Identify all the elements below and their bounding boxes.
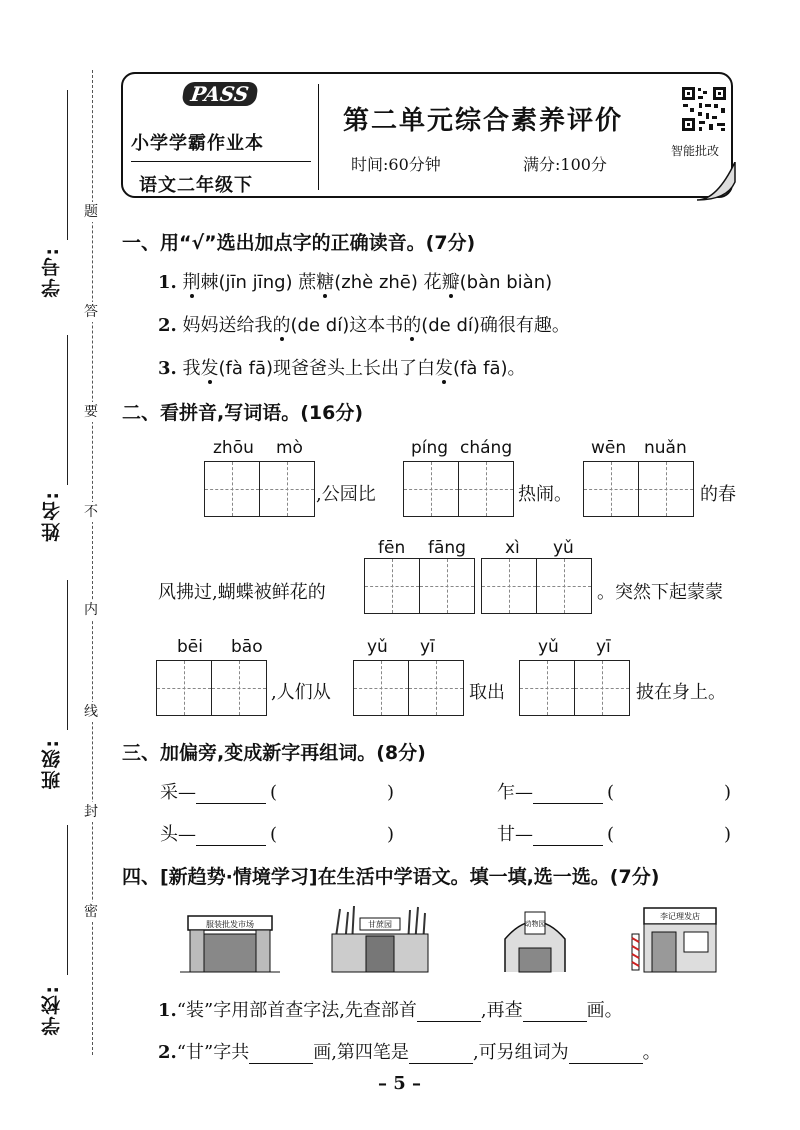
qr-label: 智能批改 xyxy=(671,144,720,158)
writing-grid[interactable] xyxy=(353,660,462,716)
writing-grid[interactable] xyxy=(403,461,512,517)
radical-item xyxy=(160,820,394,846)
section2-title: 二、看拼音,写词语。(16分) xyxy=(122,402,364,424)
sign-text: 李记理发店 xyxy=(660,912,700,921)
sentence-text: 热闹。 xyxy=(518,484,572,505)
dotted-char: 荆 xyxy=(182,272,201,293)
answer-blank[interactable] xyxy=(249,1046,313,1064)
text: “甘”字共 xyxy=(176,1042,250,1063)
name-label: 姓名: xyxy=(41,490,63,542)
pinyin-choice[interactable]: (de dí)这本书 xyxy=(290,315,404,336)
time-info: 时间:60分钟 xyxy=(351,155,441,174)
barbershop-illustration xyxy=(628,904,720,974)
sign-text: 甘蔗园 xyxy=(368,920,392,929)
pinyin: mò xyxy=(276,438,303,458)
binding-char: 不 xyxy=(84,504,98,520)
sentence-text: 取出 xyxy=(469,682,505,703)
answer-blank[interactable] xyxy=(417,1004,481,1022)
brand-divider xyxy=(131,161,311,162)
paren: ) xyxy=(387,782,395,803)
pinyin: bāo xyxy=(231,637,263,657)
s1-question3 xyxy=(158,354,526,380)
dotted-char: 糖 xyxy=(316,272,335,293)
pinyin: yǔ xyxy=(538,637,559,657)
sentence-text: ,公园比 xyxy=(316,484,376,505)
zoo-illustration xyxy=(495,904,575,974)
answer-blank[interactable] xyxy=(569,1046,643,1064)
char: 棘 xyxy=(200,272,219,293)
class-field[interactable] xyxy=(67,580,68,730)
pinyin: fēn xyxy=(378,538,406,558)
pinyin: píng xyxy=(411,438,449,458)
school-field[interactable] xyxy=(67,825,68,975)
s1-question1 xyxy=(158,268,552,294)
page-title: 第二单元综合素养评价 xyxy=(343,106,624,136)
paren: ( xyxy=(607,782,615,803)
pinyin-choice[interactable]: (zhè zhē) xyxy=(334,272,424,293)
binding-char: 密 xyxy=(84,904,98,920)
paren: ) xyxy=(724,824,732,845)
pinyin-choice[interactable]: (fà fā)。 xyxy=(453,358,526,379)
text: 画,第四笔是 xyxy=(313,1042,409,1063)
name-field[interactable] xyxy=(67,335,68,485)
pinyin: yī xyxy=(596,637,611,657)
pinyin-choice[interactable]: (jīn jīng) xyxy=(218,272,299,293)
pinyin-choice[interactable]: (bàn biàn) xyxy=(459,272,553,293)
header-divider xyxy=(318,84,319,190)
section3-title: 三、加偏旁,变成新字再组词。(8分) xyxy=(122,742,426,764)
answer-blank[interactable] xyxy=(533,828,603,846)
radical-item xyxy=(497,820,731,846)
brand-line2: 语文二年级下 xyxy=(139,175,253,196)
sentence-text: 的春 xyxy=(700,484,736,505)
binding-char: 答 xyxy=(84,304,98,320)
dotted-char: 的 xyxy=(272,315,291,336)
class-label: 班级: xyxy=(41,738,63,790)
school-label: 学校: xyxy=(41,984,63,1036)
binding-char: 封 xyxy=(84,804,98,820)
score-info: 满分:100分 xyxy=(523,155,607,174)
answer-blank[interactable] xyxy=(196,828,266,846)
pinyin: wēn xyxy=(591,438,627,458)
answer-blank[interactable] xyxy=(533,786,603,804)
binding-char: 内 xyxy=(84,602,98,618)
sentence-text: ,人们从 xyxy=(271,682,331,703)
dotted-char: 的 xyxy=(403,315,422,336)
binding-char: 题 xyxy=(84,204,98,220)
s1-question2 xyxy=(158,311,570,337)
clothing-market-illustration xyxy=(180,904,280,974)
writing-grid[interactable] xyxy=(156,660,265,716)
dash: — xyxy=(178,824,196,845)
answer-blank[interactable] xyxy=(523,1004,587,1022)
text: 。 xyxy=(642,1042,661,1063)
qr-code-icon[interactable] xyxy=(681,86,727,132)
writing-grid[interactable] xyxy=(481,558,590,614)
sign-text: 服装批发市场 xyxy=(206,920,254,929)
dotted-char: 发 xyxy=(200,358,219,379)
paren: ( xyxy=(607,824,615,845)
paren: ( xyxy=(270,824,278,845)
pinyin: yī xyxy=(420,637,435,657)
writing-grid[interactable] xyxy=(583,461,692,517)
base-char: 甘 xyxy=(497,824,515,845)
text: 妈妈送给我 xyxy=(182,315,273,336)
radical-item xyxy=(160,778,394,804)
text: ,可另组词为 xyxy=(472,1042,569,1063)
writing-grid[interactable] xyxy=(519,660,628,716)
writing-grid[interactable] xyxy=(364,558,473,614)
paren: ( xyxy=(270,782,278,803)
answer-blank[interactable] xyxy=(409,1046,473,1064)
char: 花 xyxy=(423,272,442,293)
text: ,再查 xyxy=(480,1000,523,1021)
pinyin: cháng xyxy=(460,438,513,458)
binding-char: 要 xyxy=(84,404,98,420)
s1-q3-num: 3. xyxy=(158,358,177,379)
dotted-char: 瓣 xyxy=(441,272,460,293)
base-char: 乍 xyxy=(497,782,515,803)
text: 画。 xyxy=(586,1000,623,1021)
base-char: 采 xyxy=(160,782,178,803)
s1-q2-num: 2. xyxy=(158,315,177,336)
pinyin: yǔ xyxy=(367,637,388,657)
s4-q2-num: 2. xyxy=(158,1042,177,1063)
paren: ) xyxy=(724,782,732,803)
pinyin: nuǎn xyxy=(644,438,687,458)
s4-q1-num: 1. xyxy=(158,1000,177,1021)
char: 蔗 xyxy=(298,272,317,293)
section1-title: 一、用“√”选出加点字的正确读音。(7分) xyxy=(122,232,476,254)
s1-q1-num: 1. xyxy=(158,272,177,293)
binding-char: 线 xyxy=(84,704,98,720)
brand-line1: 小学学霸作业本 xyxy=(131,133,264,154)
page-number: – 5 – xyxy=(378,1073,422,1094)
dash: — xyxy=(515,782,533,803)
radical-item xyxy=(497,778,731,804)
pinyin: zhōu xyxy=(213,438,254,458)
header-box xyxy=(121,72,733,198)
writing-grid[interactable] xyxy=(204,461,313,517)
sentence-text: 风拂过,蝴蝶被鲜花的 xyxy=(158,582,326,603)
s4-question2 xyxy=(158,1038,661,1064)
pass-logo: PASS xyxy=(181,82,258,106)
pinyin: fāng xyxy=(428,538,466,558)
answer-blank[interactable] xyxy=(196,786,266,804)
sentence-text: 披在身上。 xyxy=(636,682,726,703)
dash: — xyxy=(178,782,196,803)
pinyin: yǔ xyxy=(553,538,574,558)
pinyin-choice[interactable]: (de dí)确很有趣。 xyxy=(421,315,570,336)
s4-question1 xyxy=(158,996,623,1022)
sign-text: 动物园 xyxy=(524,920,546,928)
dotted-char: 发 xyxy=(435,358,454,379)
pinyin: bēi xyxy=(177,637,203,657)
sentence-text: 。突然下起蒙蒙 xyxy=(597,582,723,603)
pinyin-choice[interactable]: (fà fā)现爸爸头上长出了白 xyxy=(218,358,436,379)
page-curl-icon xyxy=(697,162,737,202)
pinyin: xì xyxy=(505,538,520,558)
student-id-field[interactable] xyxy=(67,90,68,240)
section4-title: 四、[新趋势·情境学习]在生活中学语文。填一填,选一选。(7分) xyxy=(122,866,660,888)
text: “装”字用部首查字法,先查部首 xyxy=(176,1000,417,1021)
sugarcane-garden-illustration xyxy=(330,904,430,974)
text: 我 xyxy=(182,358,201,379)
paren: ) xyxy=(387,824,395,845)
base-char: 头 xyxy=(160,824,178,845)
dash: — xyxy=(515,824,533,845)
student-id-label: 学号: xyxy=(41,246,63,298)
